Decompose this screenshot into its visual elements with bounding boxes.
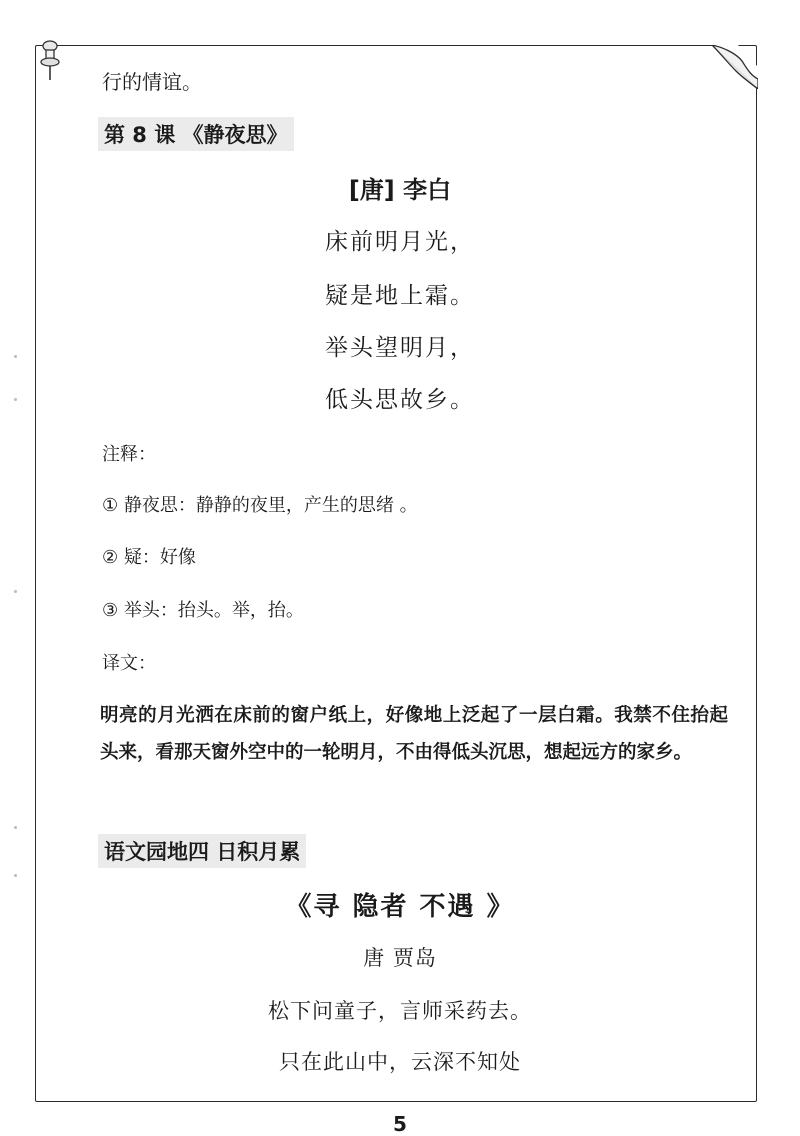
- section-heading: 语文园地四 日积月累: [98, 834, 306, 868]
- poem-line: 松下问童子，言师采药去。: [268, 999, 532, 1023]
- note-item: ① 静夜思：静静的夜里，产生的思绪 。: [102, 495, 418, 516]
- lesson-heading: 第 8 课 《静夜思》: [98, 117, 294, 151]
- margin-dot: [14, 826, 17, 829]
- pushpin-icon: [38, 40, 62, 82]
- page-curl-decoration: [712, 45, 758, 89]
- poem-line: 低头思故乡。: [325, 387, 475, 413]
- note-item: ② 疑：好像: [102, 547, 196, 568]
- poem-line: 床前明月光，: [325, 229, 475, 255]
- poem-title: 《寻 隐者 不遇 》: [285, 892, 515, 922]
- notes-label: 注释：: [102, 444, 156, 465]
- margin-dot: [14, 874, 17, 877]
- margin-dot: [14, 590, 17, 593]
- translation-text: 明亮的月光洒在床前的窗户纸上，好像地上泛起了一层白霜。我禁不住抬起头来，看那天窗外空中的一轮明月，不由得低头沉思，想起远方的家乡。: [100, 705, 728, 763]
- page-number: 5: [393, 1112, 407, 1136]
- poem-author: [唐] 李白: [348, 176, 452, 204]
- continued-text: 行的情谊。: [102, 70, 202, 94]
- poem-author: 唐 贾岛: [363, 946, 437, 970]
- note-item: ③ 举头：抬头。举，抬。: [102, 600, 304, 621]
- poem-line: 举头望明月，: [325, 335, 475, 361]
- translation-label: 译文：: [102, 653, 156, 674]
- poem-line: 疑是地上霜。: [325, 283, 475, 309]
- poem-line: 只在此山中，云深不知处: [279, 1050, 521, 1074]
